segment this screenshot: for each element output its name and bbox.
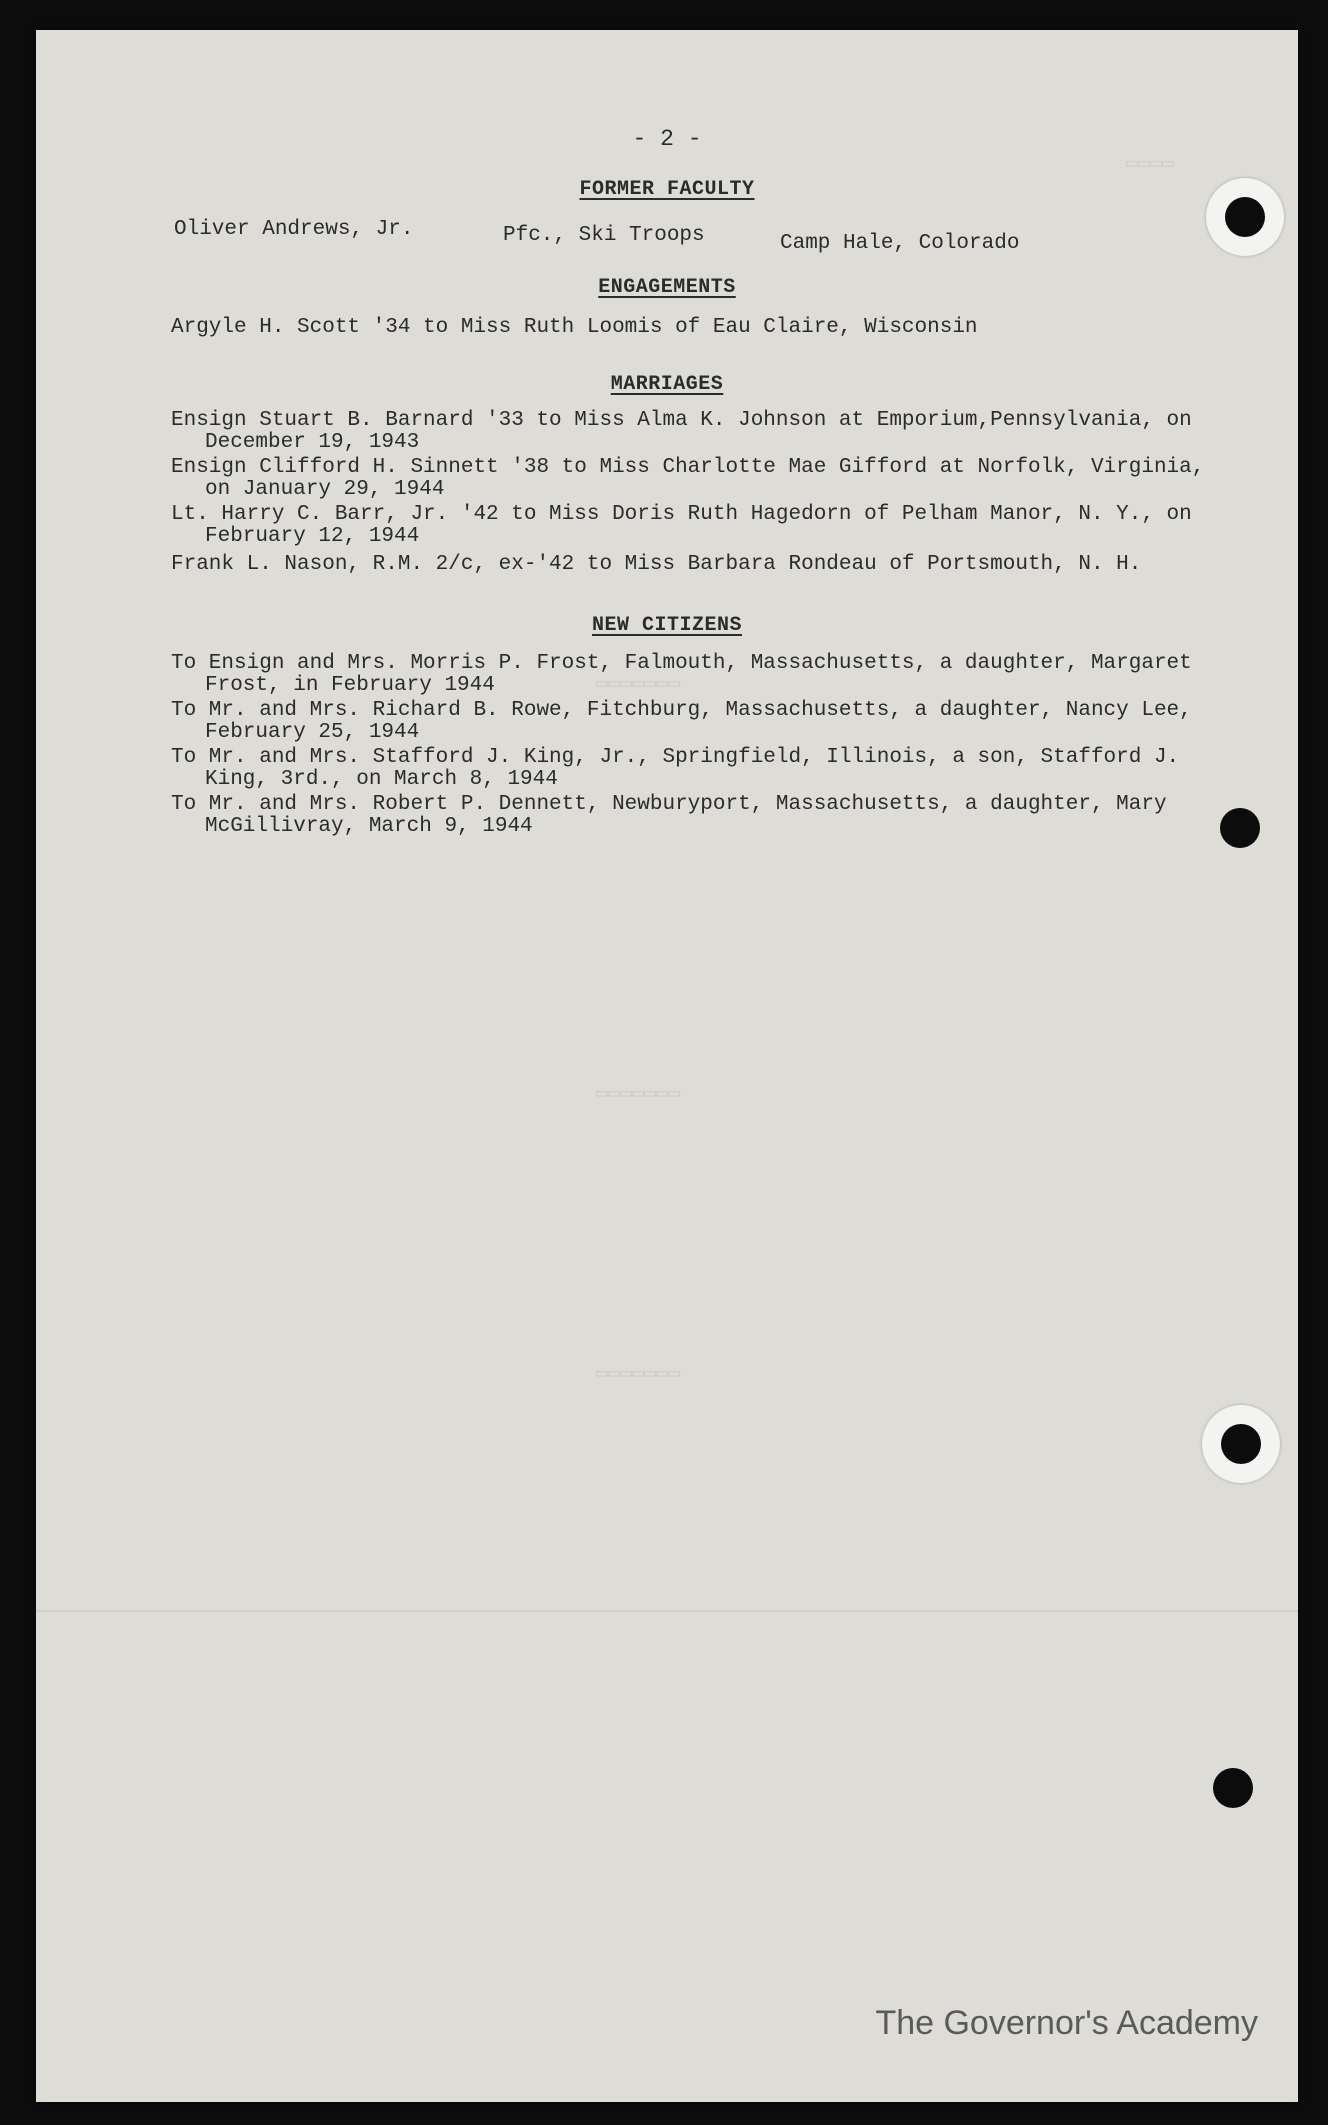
citizen-item: To Ensign and Mrs. Morris P. Frost, Falmouth, Massachusetts, a daughter, Margaret Frost, in February 1944 bbox=[171, 652, 1192, 697]
faculty-location: Camp Hale, Colorado bbox=[780, 232, 1020, 255]
page-number: - 2 - bbox=[632, 126, 702, 152]
marriage-item: Ensign Clifford H. Sinnett '38 to Miss Charlotte Mae Gifford at Norfolk, Virginia, on January 29, 1944 bbox=[171, 456, 1205, 501]
section-heading-new-citizens: NEW CITIZENS bbox=[591, 614, 743, 637]
faculty-name: Oliver Andrews, Jr. bbox=[174, 218, 414, 241]
faculty-rank: Pfc., Ski Troops bbox=[503, 224, 705, 247]
bleed-through-text: ▭▭▭▭▭▭▭ bbox=[596, 1083, 681, 1106]
citizen-item: To Mr. and Mrs. Robert P. Dennett, Newburyport, Massachusetts, a daughter, Mary McGillivray, March 9, 1944 bbox=[171, 793, 1167, 838]
bleed-through-text: ▭▭▭▭▭▭▭ bbox=[596, 1363, 681, 1386]
citizen-item: To Mr. and Mrs. Richard B. Rowe, Fitchburg, Massachusetts, a daughter, Nancy Lee, February 25, 1944 bbox=[171, 699, 1192, 744]
bleed-through-text: ▭▭▭▭ bbox=[1126, 153, 1175, 176]
section-heading-engagements: ENGAGEMENTS bbox=[598, 276, 736, 299]
punch-hole bbox=[1213, 1768, 1253, 1808]
marriage-item: Frank L. Nason, R.M. 2/c, ex-'42 to Miss Barbara Rondeau of Portsmouth, N. H. bbox=[171, 553, 1142, 576]
document-page bbox=[36, 30, 1298, 2102]
paper-fold bbox=[36, 1610, 1298, 1612]
watermark: The Governor's Academy bbox=[875, 2004, 1258, 2042]
marriage-item: Lt. Harry C. Barr, Jr. '42 to Miss Doris Ruth Hagedorn of Pelham Manor, N. Y., on February 12, 1944 bbox=[171, 503, 1192, 548]
bleed-through-text: ▭▭▭▭▭▭▭ bbox=[596, 673, 681, 696]
marriage-item: Ensign Stuart B. Barnard '33 to Miss Alma K. Johnson at Emporium,Pennsylvania, on December 19, 1943 bbox=[171, 409, 1192, 454]
citizen-item: To Mr. and Mrs. Stafford J. King, Jr., Springfield, Illinois, a son, Stafford J. King, 3rd., on March 8, 1944 bbox=[171, 746, 1180, 791]
engagement-item: Argyle H. Scott '34 to Miss Ruth Loomis of Eau Claire, Wisconsin bbox=[171, 316, 978, 339]
punch-hole bbox=[1221, 1424, 1261, 1464]
section-heading-former-faculty: FORMER FACULTY bbox=[579, 178, 755, 201]
punch-hole bbox=[1220, 808, 1260, 848]
section-heading-marriages: MARRIAGES bbox=[610, 373, 724, 396]
punch-hole bbox=[1225, 197, 1265, 237]
